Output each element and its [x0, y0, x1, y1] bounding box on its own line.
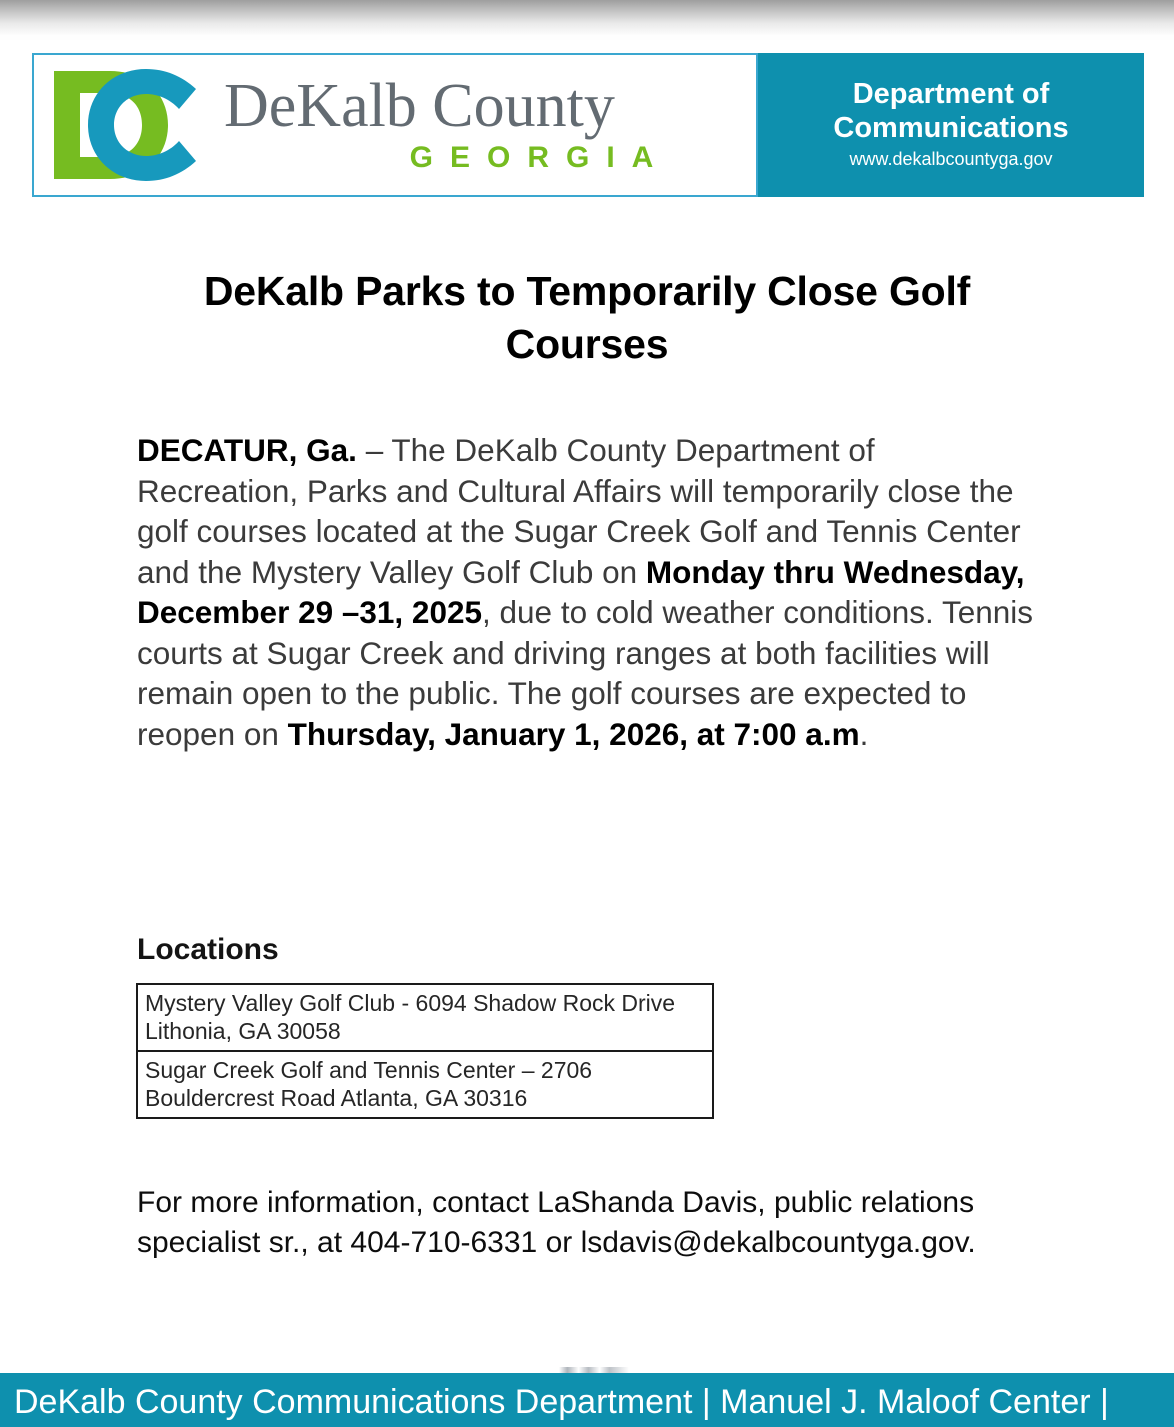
logo-county-text: DeKalb County — [224, 72, 615, 141]
department-line-1: Department of — [852, 78, 1050, 111]
department-website: www.dekalbcountyga.gov — [849, 148, 1053, 169]
footer-text: DeKalb County Communications Department | Manuel J. Maloof Center | — [14, 1383, 1109, 1421]
table-row — [137, 1051, 713, 1118]
dateline-dash: – — [356, 432, 392, 468]
body-segment-1: The DeKalb County Department of Recreation, Parks and Cultural Affairs will temporarily close the golf courses located at the Sugar Creek Golf and Tennis Center and the Mystery Valley Golf Club on — [137, 432, 1021, 590]
location-cell: Mystery Valley Golf Club - 6094 Shadow Rock Drive Lithonia, GA 30058 — [137, 984, 713, 1051]
dekalb-dc-logo-icon — [46, 65, 206, 185]
body-end-punctuation: . — [859, 715, 869, 752]
press-release-body — [137, 430, 1042, 754]
department-banner — [758, 53, 1144, 197]
department-line-2: Communications — [833, 111, 1069, 144]
table-row — [137, 984, 713, 1051]
footer-bar — [0, 1373, 1174, 1427]
dateline: DECATUR, Ga. — [137, 432, 357, 468]
location-cell: Sugar Creek Golf and Tennis Center – 2706 Bouldercrest Road Atlanta, GA 30316 — [137, 1051, 713, 1118]
reopen-day: Thursday, January 1 — [287, 715, 592, 752]
contact-paragraph: For more information, contact LaShanda Davis, public relations specialist sr., at 404-710-6331 or lsdavis@dekalbcountyga.gov. — [137, 1186, 976, 1259]
closure-dates: Monday thru Wednesday, December 29 –31, 2025 — [137, 553, 1025, 630]
press-release-headline: DeKalb Parks to Temporarily Close Golf Courses — [203, 268, 971, 367]
logo-state-text: GEORGIA — [409, 140, 671, 174]
county-logo-block — [32, 53, 758, 197]
header-banner — [32, 53, 1144, 197]
county-wordmark — [214, 72, 756, 174]
locations-heading: Locations — [137, 933, 279, 966]
body-segment-2: , due to cold weather conditions. Tennis courts at Sugar Creek and driving ranges at both facilities will remain open to the public. The golf courses are expected to reopen on — [137, 594, 1034, 752]
locations-table — [136, 983, 714, 1119]
scan-shadow-top — [0, 0, 1174, 42]
reopen-rest: , 2026, at 7:00 a.m — [591, 715, 860, 752]
